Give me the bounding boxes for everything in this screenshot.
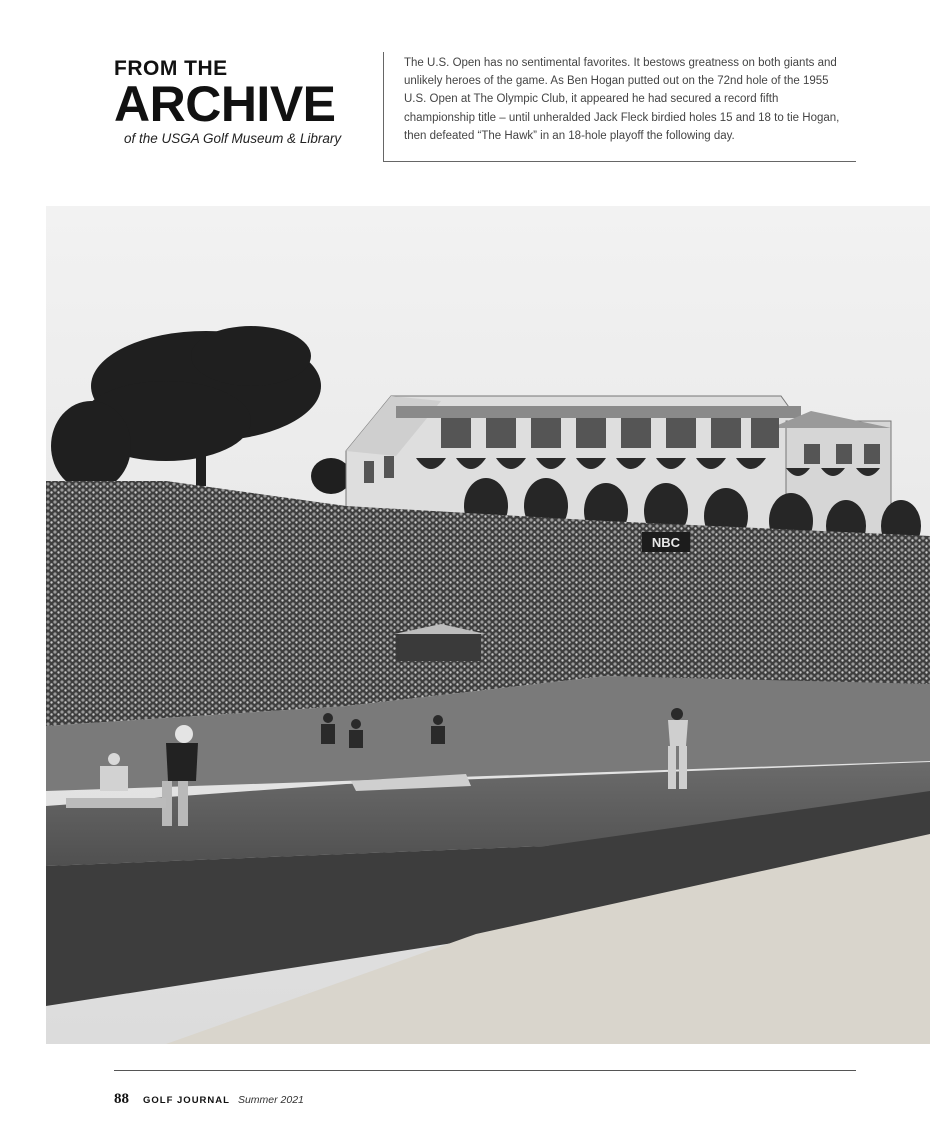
golf-photo-illustration [46,206,930,1044]
page-number: 88 [114,1091,129,1107]
publication-name: GOLF JOURNAL [143,1095,230,1106]
page-footer [114,1091,304,1108]
svg-text:NBC: NBC [651,535,681,550]
archive-photo [46,206,930,1044]
intro-box [383,52,856,162]
nbc-sign [642,532,690,552]
section-subtitle: of the USGA Golf Museum & Library [124,131,342,146]
archive-header [114,58,364,146]
footer-rule [114,1070,856,1071]
kicker: FROM THE [114,57,228,80]
section-title: ARCHIVE [114,76,336,132]
intro-paragraph: The U.S. Open has no sentimental favorites. It bestows greatness on both giants and unlikely heroes of the game. As Ben Hogan putted out on the 72nd hole of the 1955 U.S. Open at The Olympic Club, it appeared he had secured a record fifth championship title – until unheralded Jack Fleck birdied holes 15 and 18 to tie Hogan, then defeated “The Hawk” in an 18-hole playoff the following day. [404,57,840,142]
issue-date: Summer 2021 [237,1094,304,1106]
